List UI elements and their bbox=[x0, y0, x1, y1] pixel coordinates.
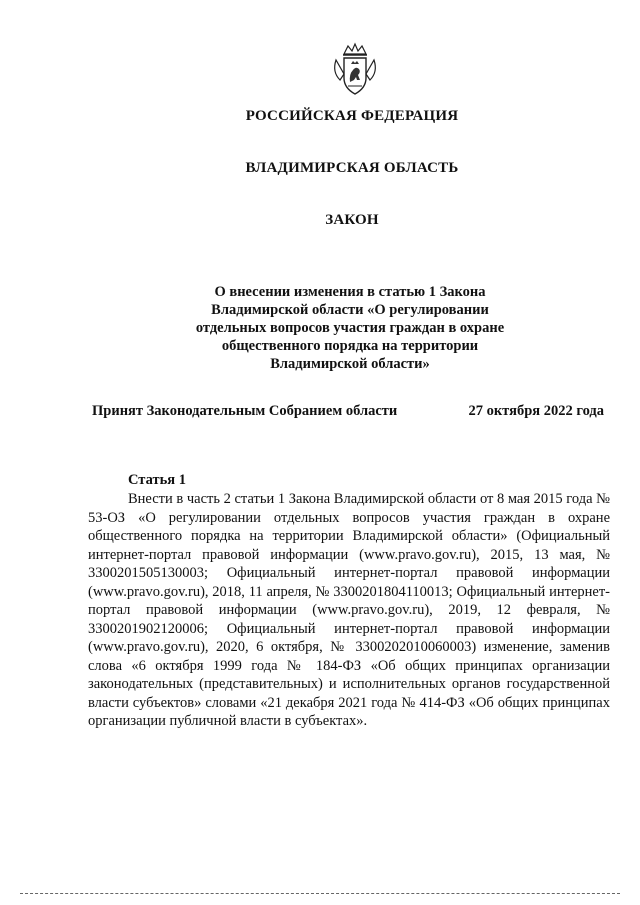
doc-type-heading: ЗАКОН bbox=[325, 212, 379, 228]
country-heading: РОССИЙСКАЯ ФЕДЕРАЦИЯ bbox=[245, 108, 459, 124]
adoption-line bbox=[92, 403, 604, 420]
adoption-date: 27 октября 2022 года bbox=[468, 403, 604, 419]
article-text: Внести в часть 2 статьи 1 Закона Владимирской области от 8 мая 2015 года № 53-ОЗ «О регулировании отдельных вопросов участия граждан в охране общественного порядка на территории Владимирской области» (Официальный интернет-портал правовой информации (www.pravo.gov.ru), 2015, 13 мая, № 3300201505130003; Официальный интернет-портал правовой информации (www.pravo.gov.ru), 2018, 11 апреля, № 3300201804110013; Официальный интернет-портал правовой информации (www.pravo.gov.ru), 2019, 12 февраля, № 3300201902120006; Официальный интернет-портал правовой информации (www.pravo.gov.ru), 2020, 6 октября, № 3300202010060003) изменение, заменив слова «6 октября 1999 года № 184-ФЗ «Об общих принципах организации законодательных (представительных) и исполнительных органов государственной власти субъектов» словами «21 декабря 2021 года № 414-ФЗ «Об общих принципах организации публичной власти в субъектах». bbox=[88, 491, 610, 729]
region-heading: ВЛАДИМИРСКАЯ ОБЛАСТЬ bbox=[245, 160, 459, 176]
law-title bbox=[150, 283, 550, 373]
adoption-label: Принят Законодательным Собранием области bbox=[92, 403, 398, 419]
law-title-line: О внесении изменения в статью 1 Закона bbox=[214, 284, 486, 300]
coat-of-arms-icon bbox=[330, 40, 380, 100]
page-bottom-divider bbox=[20, 893, 620, 894]
law-title-line: общественного порядка на территории bbox=[221, 338, 479, 354]
law-title-line: Владимирской области» bbox=[270, 356, 430, 372]
law-title-line: Владимирской области «О регулировании bbox=[211, 302, 489, 318]
law-title-line: отдельных вопросов участия граждан в охране bbox=[195, 320, 505, 336]
article-heading: Статья 1 bbox=[128, 472, 186, 488]
